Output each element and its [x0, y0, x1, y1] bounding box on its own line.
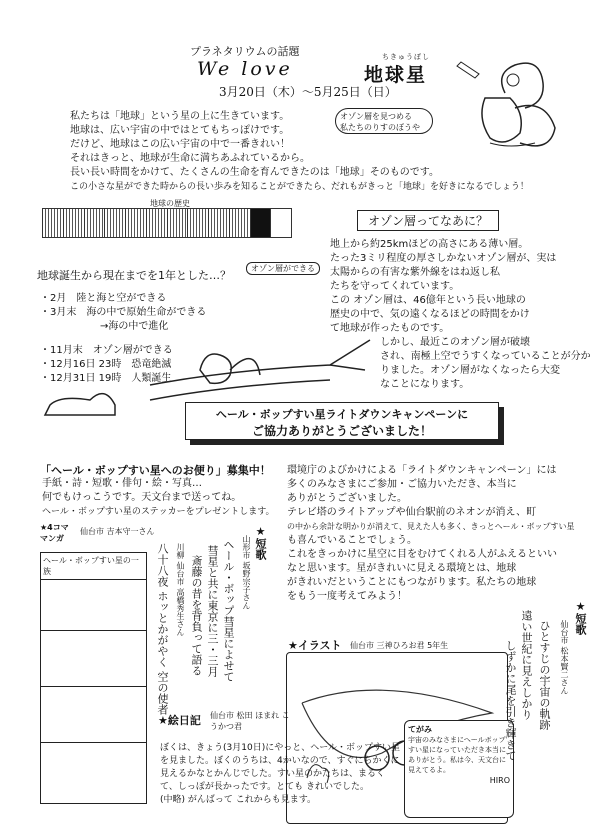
tanka1-line: 斎藤の昔を背負って語る [190, 555, 203, 676]
intro-line: この小さな星ができた時からの長い歩みを知ることができたら、だれもがきっと「地球」を好きになるでしょう！ [70, 182, 529, 192]
intro-line: だけど、地球はこの広い宇宙の中で一番きれい！ [70, 139, 290, 150]
recruit-line: 何でもけっこうです。天文台まで送ってね。 [42, 492, 242, 503]
title-en: We love [197, 58, 293, 80]
intro-line: 地球は、広い宇宙の中ではとてもちっぽけです。 [70, 125, 290, 136]
ozone-line: 地上から約25kmほどの高さにある薄い層。 [330, 239, 529, 250]
intro-line: 私たちは「地球」という星の上に生きています。 [70, 111, 290, 122]
header-kicker: プラネタリウムの話題 [190, 45, 300, 58]
tanka2-line: ひとすじの宇宙の軌跡 [538, 620, 551, 730]
timeline-bar [42, 208, 292, 238]
manga-strip [40, 552, 147, 804]
report-line: ありがとうございました。 [287, 493, 407, 504]
timeline-event: ・12月16日 23時 恐竜絶滅 [40, 359, 172, 370]
diary-line: を見ました。ぼくのうちは、4かいなので、すぐにちかくに [160, 756, 400, 766]
intro-text [70, 110, 580, 194]
mascot-bubble-line: オゾン層を見つめる [340, 112, 412, 121]
ozone-line: 歴史の中で、気の遠くなるほどの時間をかけ [330, 309, 530, 320]
timeline-event: →海の中で進化 [100, 321, 169, 332]
manga-author: 仙台市 吉本守一さん [80, 527, 155, 536]
tanka2-line: しずかに尾を引き輝きて [504, 640, 517, 761]
ozone-line: たちを守ってくれています。 [330, 281, 460, 292]
manga-panel [41, 580, 146, 631]
campaign-box [185, 402, 499, 440]
ozone-line: しかし、最近このオゾン層が破壊 [380, 337, 530, 348]
report-line: なと思います。星がきれいに見える環境とは、地球 [287, 563, 517, 574]
tanka1-block [150, 525, 270, 715]
senryu-author: 川柳 仙台市 高橋秀生さん [176, 543, 185, 637]
tanka1-heading: ★短歌 [254, 525, 267, 560]
diary-text [160, 742, 400, 807]
campaign-line: ご協力ありがとうございました！ [251, 424, 432, 438]
report-line: テレビ塔のライトアップや仙台駅前のネオンが消え、町 [287, 507, 537, 518]
campaign-line: ヘール・ボップすい星ライトダウンキャンペーンに [215, 408, 469, 421]
tanka2-block [504, 600, 590, 800]
illust-heading: ★イラスト [288, 639, 342, 652]
recruit-heading: 「ヘール・ボップすい星へのお便り」募集中！ [40, 464, 271, 477]
report-line: 多くのみなさまにご参加・ご協力いただき、本当に [287, 479, 517, 490]
title-jp: 地球星 [364, 64, 428, 86]
diary-line: ぼくは、きょう(3月10日)にやっと、ヘール・ボップすい星 [160, 743, 401, 753]
manga-label-line: ★4コマ [40, 523, 69, 532]
intro-line: 長い長い時間をかけて、たくさんの生命を育んできたのは「地球」そのものです。 [70, 167, 439, 178]
senryu-line: 八十八夜 ホッとかがやく 空の使者 [156, 543, 169, 715]
ozone-line: たった3ミリ程度の厚さしかないオゾン層が、実は [330, 253, 557, 264]
tanka1-author: 山形市 坂野宗子さん [242, 535, 251, 610]
tanka2-author: 仙台市 松本賢二さん [560, 620, 569, 695]
tanka2-heading: ★短歌 [574, 600, 587, 635]
timeline-caption: 地球の歴史 [150, 199, 190, 208]
diary-heading: ★絵日記 [158, 714, 201, 727]
recruit-line: ヘール・ボップすい星のステッカーをプレゼントします。 [42, 507, 275, 517]
timeline-event: ・3月末 海の中で原始生命ができる [40, 307, 207, 318]
illust-letter [404, 720, 514, 818]
manga-panel [41, 687, 146, 743]
title-ruby: ちきゅうぼし [382, 53, 430, 61]
mascot-bubble-line: 私たちのりすのぼうや [340, 123, 420, 132]
ozone-line: なことになります。 [380, 379, 470, 390]
diary-line: (中略) がんばって これからも見ます。 [160, 795, 317, 805]
ozone-line: 太陽からの有害な紫外線をはね返し私 [330, 267, 500, 278]
intro-line: それはきっと、地球が生命に満ちあふれているから。 [70, 153, 310, 164]
manga-panel-title: ヘール・ボップすい星の一族 [41, 553, 146, 580]
timeline-event: ・2月 陸と海と空ができる [40, 293, 167, 304]
ozone-line: この オゾン層は、46億年という長い地球の [330, 295, 526, 306]
tanka2-line: 遠い世紀に見えしかり [520, 610, 533, 720]
manga-label [40, 522, 69, 544]
timeline-event: ・12月31日 19時 人類誕生 [40, 373, 172, 384]
diary-line: 見えるかなとかんじでした。すい星のかたちは、まるく [160, 769, 386, 779]
manga-panel [41, 743, 146, 803]
tanka1-line: 彗星と共に東京に三・三月 [206, 545, 219, 677]
timeline-heading: 地球誕生から現在までを1年とした…？ [37, 269, 231, 282]
ozone-line: され、南極上空でうすくなっていることが分か [380, 351, 591, 362]
header-dates: 3月20日（木）～5月25日（日） [219, 85, 397, 99]
ozone-line: りました。オゾン層がなくなったら大変 [380, 365, 560, 376]
report-line: これをきっかけに星空に目をむけてくれる人がふえるといい [287, 549, 557, 560]
manga-label-line: マンガ [40, 534, 64, 543]
report-line: 環境庁のよびかけによる「ライトダウンキャンペーン」には [287, 465, 557, 476]
report-line: も喜んでいることでしょう。 [287, 535, 417, 546]
ozone-tag: オゾン層ができる [246, 262, 320, 275]
diary-author: 仙台市 松田 ほまれ こうかつ君 [210, 711, 290, 731]
ozone-heading: オゾン層ってなあに？ [357, 210, 499, 231]
report-line: をもう一度考えてみよう！ [287, 591, 407, 602]
letter-caption: てがみ [408, 725, 432, 734]
report-line: の中から余計な明かりが消えて、見えた人も多く、きっとヘール・ボップすい星 [287, 522, 575, 531]
report-text [287, 464, 587, 604]
report-line: がきれいだということにもつながります。私たちの地球 [287, 577, 537, 588]
illust-author: 仙台市 三神ひろお君 5年生 [350, 641, 449, 650]
manga-panel [41, 631, 146, 687]
diary-line: て、しっぽが長かったです。とても きれいでした。 [160, 782, 369, 792]
letter-signature: HIRO [489, 776, 510, 785]
tanka1-line: ヘール・ボップ彗星によせて [222, 539, 235, 682]
ozone-line: て地球が作ったものです。 [330, 323, 450, 334]
recruit-text [42, 477, 282, 519]
timeline-event: ・11月末 オゾン層ができる [40, 345, 173, 356]
recruit-line: 手紙・詩・短歌・俳句・絵・写真… [42, 478, 202, 489]
letter-text: 宇宙のみなさまにへールボップすい星になっていただき本当にありがとう。私は今、天文台に見えてるよ。 [408, 736, 506, 774]
